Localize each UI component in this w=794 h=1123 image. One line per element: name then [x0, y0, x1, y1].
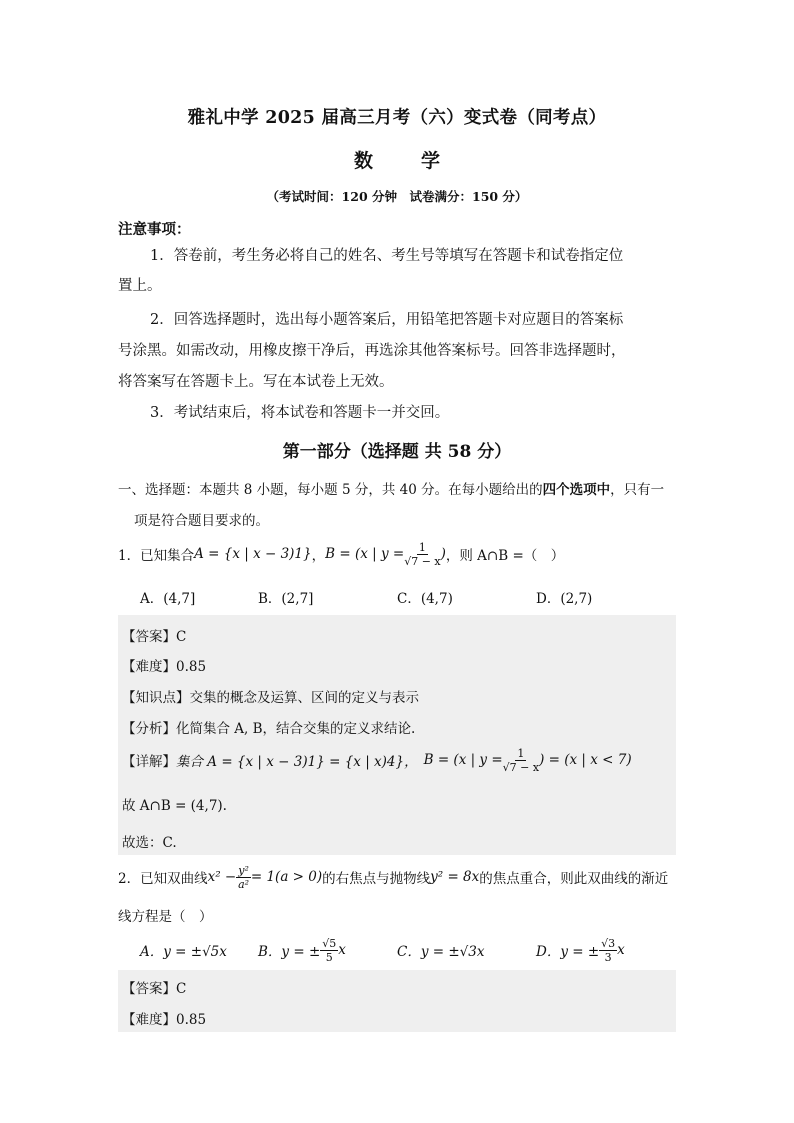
q2-eq-pre: x² −: [207, 869, 237, 885]
q1-knowledge-value: 交集的概念及运算、区间的定义与表示: [189, 690, 419, 706]
question-2: [118, 860, 668, 894]
q2-suffix: 的焦点重合，则此双曲线的渐近: [479, 871, 669, 887]
subject-heading: [0, 146, 794, 173]
q2-opt-b-pre: B．y = ±: [258, 944, 321, 960]
q2-answer-value: C: [176, 981, 187, 997]
q2-parabola: y² = 8x: [430, 869, 480, 885]
section-intro-a: 一、选择题：本题共 8 小题，每小题 5 分，共 40 分。在每小题给出的: [118, 482, 543, 498]
q1-detail-tag: 【详解】: [122, 754, 176, 770]
q1-analysis-tag: 【分析】: [122, 721, 176, 737]
q1-answer-value: C: [176, 629, 187, 645]
q2-difficulty-value: 0.85: [176, 1012, 207, 1028]
q1-detail-b-post: ) = (x | x < 7): [539, 752, 632, 768]
notice-item-3: 3．考试结束后，将本试卷和答题卡一并交回。: [150, 405, 450, 421]
q1-option-d: D．(2,7): [536, 591, 593, 607]
q2-opt-d-pre: D．y = ±: [536, 944, 600, 960]
q2-option-d: [536, 933, 625, 967]
q1-fraction: [404, 542, 440, 567]
section-intro-c: ，只有一: [610, 482, 665, 498]
q1-prefix: 1．已知集合: [118, 548, 195, 564]
q2-opt-b-fraction: [320, 938, 338, 963]
q1-question: ，则 A∩B =（ ）: [445, 548, 565, 564]
q2-prefix: 2．已知双曲线: [118, 871, 208, 887]
notice-item-1-line-2: 置上。: [118, 278, 162, 294]
notice-item-2-line-2: 号涂黑。如需改动，用橡皮擦干净后，再选涂其他答案标号。回答非选择题时，: [118, 343, 626, 359]
q1-option-a: A．(4,7]: [140, 591, 196, 607]
q2-opt-b-post: x: [338, 942, 346, 958]
q1-frac-den: √7 − x: [404, 554, 441, 568]
section-intro-line-2: 项是符合题目要求的。: [134, 513, 269, 529]
subject-char-1: 数: [353, 150, 373, 172]
q1-detail: [122, 743, 632, 777]
notice-title: 注意事项：: [118, 221, 191, 238]
q2-opt-a-text: A．y = ±√5x: [140, 944, 227, 960]
q2-eq-num: y²: [238, 863, 249, 877]
q1-difficulty-value: 0.85: [176, 659, 207, 675]
q1-option-c: C．(4,7): [397, 591, 453, 607]
q1-difficulty: [122, 655, 206, 675]
q2-difficulty-tag: 【难度】: [122, 1012, 176, 1028]
section-title: 第一部分（选择题 共 58 分）: [282, 442, 512, 462]
exam-title: 雅礼中学 2025 届高三月考（六）变式卷（同考点）: [187, 108, 607, 128]
q2-option-c: [397, 933, 484, 967]
q1-sep: ，: [311, 548, 326, 564]
notice-item-2-line-3: 将答案写在答题卡上。写在本试卷上无效。: [118, 374, 394, 390]
q1-set-a: A = {x | x − 3)1}: [194, 546, 312, 562]
q2-opt-b-num: √5: [322, 936, 337, 950]
q2-opt-d-fraction: [599, 938, 617, 963]
q1-knowledge-tag: 【知识点】: [122, 690, 190, 706]
q1-answer: [122, 625, 186, 645]
q2-option-a: [140, 933, 227, 967]
notice-item-2-line-1: 2．回答选择题时，选出每小题答案后，用铅笔把答题卡对应题目的答案标: [150, 312, 624, 328]
q1-analysis: [122, 717, 415, 737]
notice-item-1-line-1: 1．答卷前，考生务必将自己的姓名、考生号等填写在答题卡和试卷指定位: [150, 248, 624, 264]
q1-set-b-post: ): [440, 546, 446, 562]
q2-difficulty: [122, 1008, 206, 1028]
q2-middle: 的右焦点与抛物线: [322, 871, 431, 887]
q2-opt-d-num: √3: [601, 936, 616, 950]
q1-difficulty-tag: 【难度】: [122, 659, 176, 675]
q2-eq-fraction: [236, 865, 251, 890]
exam-info: （考试时间：120 分钟 试卷满分：150 分）: [266, 189, 528, 204]
q1-knowledge: [122, 686, 419, 706]
q1-detail-frac-num: 1: [517, 746, 525, 760]
q1-frac-num: 1: [418, 540, 426, 554]
q2-opt-d-den: 3: [604, 950, 612, 964]
q2-answer: [122, 977, 186, 997]
q1-conclusion: 故 A∩B = (4,7).: [122, 798, 227, 814]
q2-opt-b-den: 5: [325, 950, 333, 964]
q1-analysis-value: 化简集合 A, B，结合交集的定义求结论.: [176, 721, 416, 737]
section-intro-line-1: [118, 478, 664, 498]
q1-detail-frac-den: √7 − x: [502, 760, 540, 774]
q2-eq-den: a²: [238, 877, 250, 891]
q2-eq-post: = 1(a > 0): [250, 869, 323, 885]
q2-opt-d-post: x: [617, 942, 625, 958]
q1-detail-b-pre: B = (x | y =: [423, 752, 503, 768]
section-intro-b: 四个选项中: [542, 482, 611, 498]
q1-detail-fraction: [503, 748, 539, 773]
q1-choice: 故选：C.: [122, 835, 177, 851]
subject-char-2: 学: [421, 150, 441, 172]
q1-option-b: B．(2,7]: [258, 591, 314, 607]
q2-answer-tag: 【答案】: [122, 981, 176, 997]
q2-option-b: [258, 933, 346, 967]
q2-opt-c-text: C．y = ±√3x: [397, 944, 485, 960]
q1-detail-a: 集合 A = {x | x − 3)1} = {x | x)4}，: [176, 754, 418, 770]
q1-set-b-pre: B = (x | y =: [325, 546, 405, 562]
question-1: [118, 537, 564, 571]
q1-answer-tag: 【答案】: [122, 629, 176, 645]
q2-line-2: 线方程是（ ）: [118, 909, 213, 925]
